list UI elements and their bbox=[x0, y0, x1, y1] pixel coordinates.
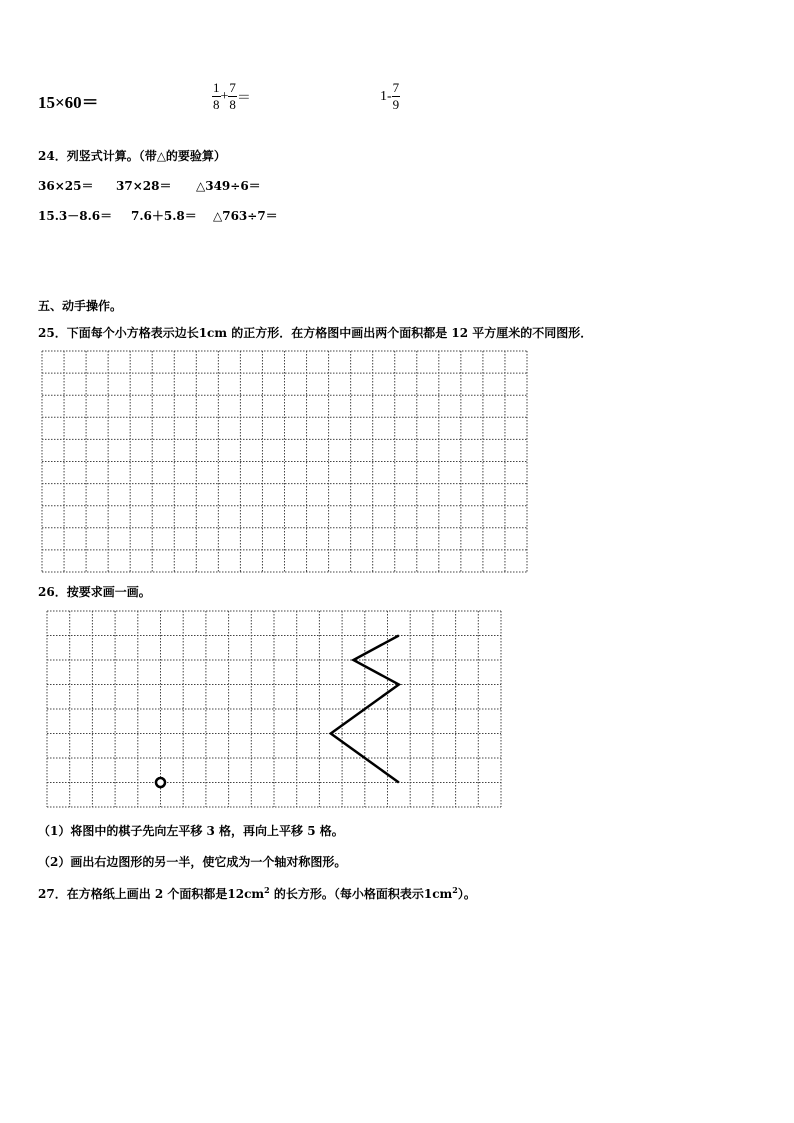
q24-item-5: 7.6＋5.8＝ bbox=[131, 209, 197, 223]
q27-text-2: 的长方形。（每小格面积表示1cm bbox=[269, 887, 453, 901]
q25-title: 25．下面每个小方格表示边长1cm 的正方形．在方格图中画出两个面积都是 12 平方厘米的不同图形． bbox=[38, 326, 593, 340]
plus-sign: + bbox=[220, 88, 229, 104]
q27-sup-2: 2 bbox=[452, 885, 458, 895]
zigzag-half-figure bbox=[331, 636, 399, 783]
chess-piece-icon bbox=[156, 778, 165, 787]
fraction-seven-ninths: $\frac{7}{9}$ bbox=[392, 80, 400, 112]
fraction-one-eighth: $\frac{1}{8}$ bbox=[213, 80, 220, 112]
q27-text-1: 27．在方格纸上画出 2 个面积都是12cm bbox=[38, 887, 265, 901]
q26-sub2: （2）画出右边图形的另一半，使它成为一个轴对称图形。 bbox=[38, 855, 347, 869]
q24-item-2: 37×28＝ bbox=[116, 179, 172, 193]
q24-item-3: △349÷6＝ bbox=[196, 179, 261, 193]
one-minus: 1- bbox=[380, 88, 392, 104]
equals-sign: ＝ bbox=[236, 90, 251, 106]
q27-title bbox=[38, 885, 476, 902]
section-5-title: 五、动手操作。 bbox=[38, 299, 123, 313]
q27-sup-1: 2 bbox=[264, 885, 270, 895]
fraction-seven-eighths: $\frac{7}{8}$ bbox=[229, 80, 236, 112]
calc-15x60: 15×60＝ bbox=[38, 93, 99, 112]
q25-grid[interactable] bbox=[41, 350, 528, 573]
q24-title: 24．列竖式计算。（带△的要验算） bbox=[38, 149, 226, 163]
q26-sub1: （1）将图中的棋子先向左平移 3 格，再向上平移 5 格。 bbox=[38, 824, 344, 838]
q27-text-3: ）。 bbox=[457, 887, 476, 901]
q24-item-1: 36×25＝ bbox=[38, 179, 94, 193]
q26-grid[interactable] bbox=[46, 610, 502, 808]
q26-title: 26．按要求画一画。 bbox=[38, 585, 151, 599]
calc-fraction-sum bbox=[212, 80, 251, 113]
q24-item-6: △763÷7＝ bbox=[213, 209, 278, 223]
q24-item-4: 15.3－8.6＝ bbox=[38, 209, 113, 223]
calc-one-minus-fraction bbox=[380, 80, 400, 113]
